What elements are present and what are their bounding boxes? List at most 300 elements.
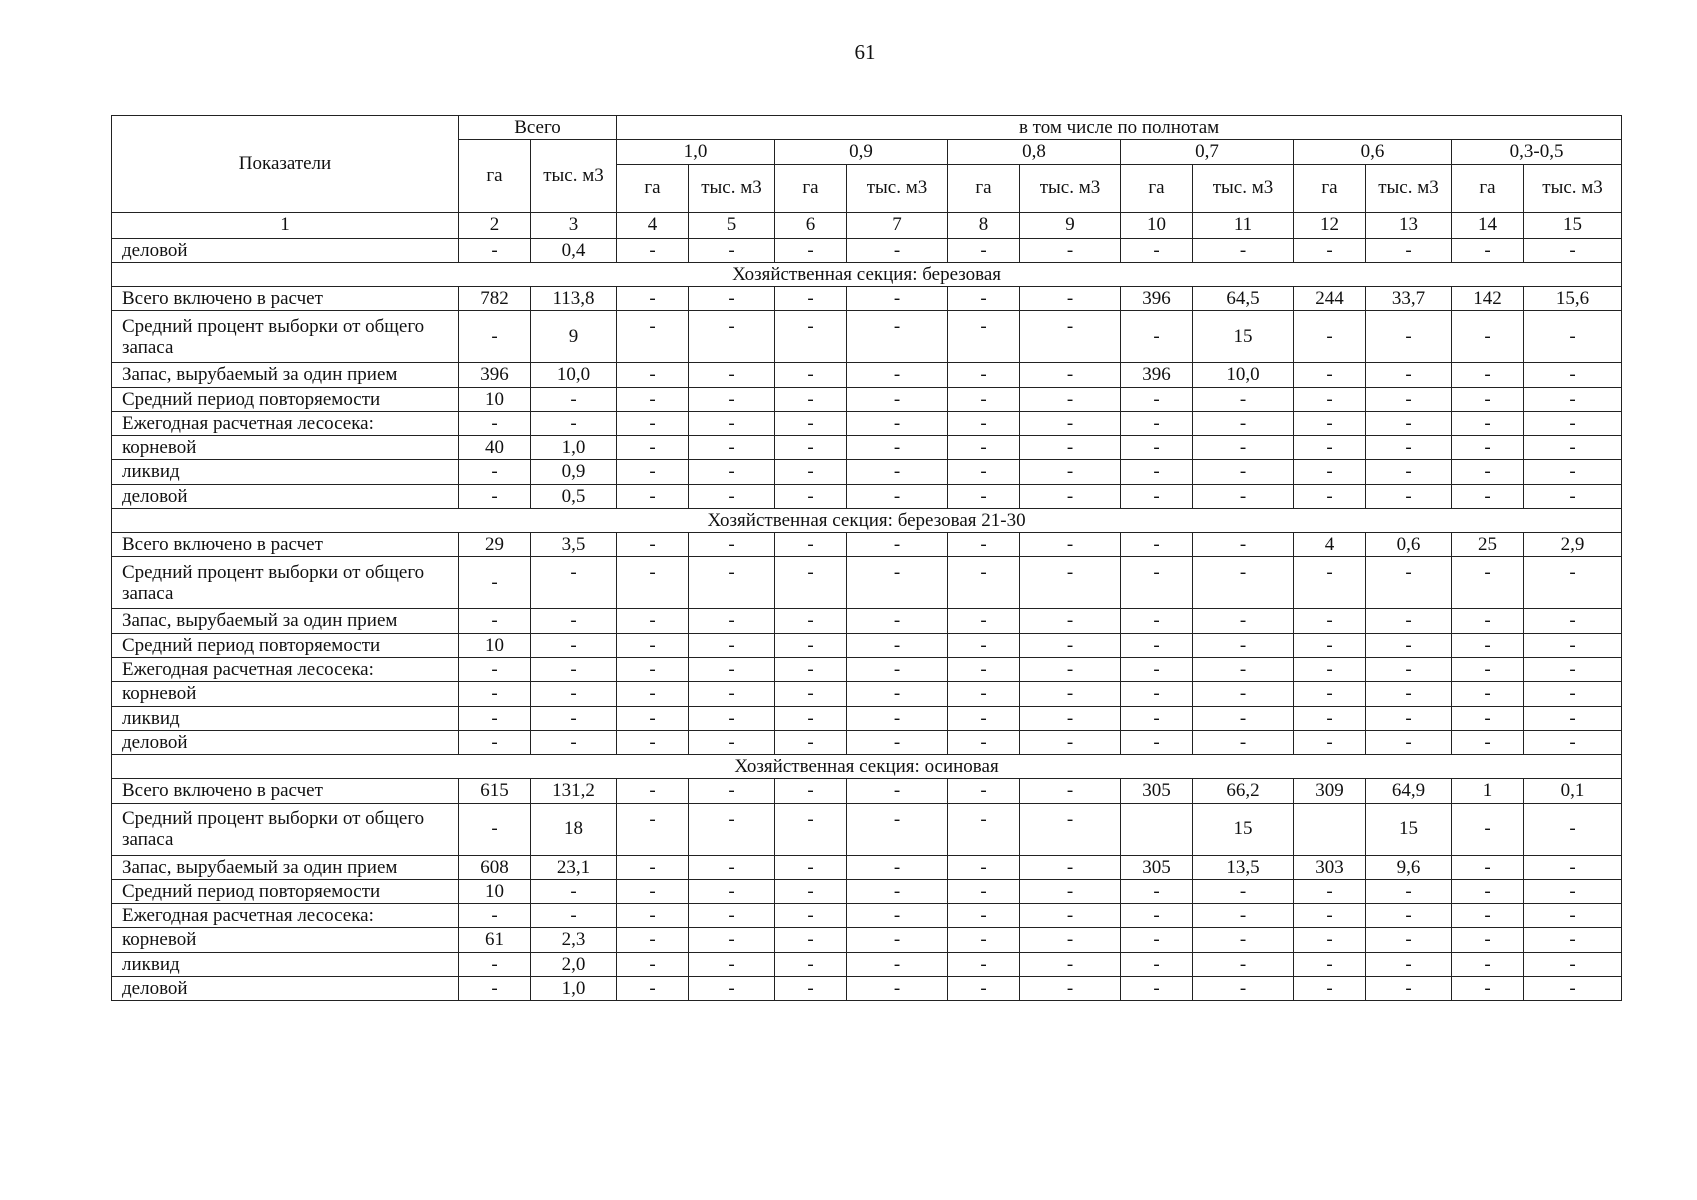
row-label: Средний процент выборки от общего запаса bbox=[112, 803, 459, 855]
table-cell: 1,0 bbox=[531, 976, 617, 1000]
table-cell: - bbox=[775, 411, 847, 435]
table-cell: 2,9 bbox=[1524, 533, 1622, 557]
table-cell: - bbox=[617, 730, 689, 754]
table-cell: - bbox=[1524, 633, 1622, 657]
table-cell: - bbox=[948, 411, 1020, 435]
table-cell: - bbox=[531, 411, 617, 435]
table-cell: - bbox=[775, 460, 847, 484]
table-cell: - bbox=[1524, 879, 1622, 903]
table-cell: - bbox=[531, 657, 617, 681]
table-header bbox=[112, 116, 1622, 239]
table-cell: - bbox=[617, 976, 689, 1000]
table-cell: 0,5 bbox=[531, 484, 617, 508]
header-unit-vol: тыс. м3 bbox=[1366, 164, 1452, 212]
table-cell: - bbox=[689, 682, 775, 706]
column-number: 2 bbox=[459, 212, 531, 238]
table-cell: 305 bbox=[1121, 855, 1193, 879]
table-cell: - bbox=[1193, 682, 1294, 706]
column-number: 3 bbox=[531, 212, 617, 238]
column-number: 4 bbox=[617, 212, 689, 238]
table-cell: - bbox=[617, 682, 689, 706]
table-cell: - bbox=[1121, 460, 1193, 484]
table-cell: - bbox=[1020, 287, 1121, 311]
table-cell: - bbox=[948, 311, 1020, 363]
table-cell: - bbox=[1294, 363, 1366, 387]
table-cell: 305 bbox=[1121, 779, 1193, 803]
table-cell: - bbox=[1121, 557, 1193, 609]
row-label: деловой bbox=[112, 484, 459, 508]
table-cell: - bbox=[617, 904, 689, 928]
table-cell: - bbox=[1366, 904, 1452, 928]
table-cell: - bbox=[847, 904, 948, 928]
table-cell: - bbox=[617, 411, 689, 435]
table-cell: - bbox=[1524, 609, 1622, 633]
table-cell: - bbox=[1193, 557, 1294, 609]
table-cell: 142 bbox=[1452, 287, 1524, 311]
column-number: 10 bbox=[1121, 212, 1193, 238]
table-cell: - bbox=[1524, 411, 1622, 435]
table-cell: - bbox=[617, 952, 689, 976]
table-cell: 10,0 bbox=[1193, 363, 1294, 387]
header-by-density: в том числе по полнотам bbox=[617, 116, 1622, 140]
table-cell: - bbox=[1366, 706, 1452, 730]
column-number: 1 bbox=[112, 212, 459, 238]
table-cell: - bbox=[689, 238, 775, 262]
table-cell: - bbox=[689, 484, 775, 508]
table-cell: - bbox=[1121, 238, 1193, 262]
table-cell: - bbox=[847, 952, 948, 976]
table-cell: - bbox=[1020, 952, 1121, 976]
column-number: 11 bbox=[1193, 212, 1294, 238]
table-cell: - bbox=[1452, 460, 1524, 484]
table-cell: 10 bbox=[459, 633, 531, 657]
table-cell: - bbox=[1020, 633, 1121, 657]
table-cell: - bbox=[689, 311, 775, 363]
table-row bbox=[112, 730, 1622, 754]
section-row bbox=[112, 262, 1622, 286]
table-cell: - bbox=[1020, 484, 1121, 508]
table-cell: 29 bbox=[459, 533, 531, 557]
table-cell: - bbox=[775, 657, 847, 681]
table-row bbox=[112, 460, 1622, 484]
table-cell: - bbox=[847, 928, 948, 952]
table-cell: - bbox=[948, 363, 1020, 387]
table-row bbox=[112, 633, 1622, 657]
table-cell: - bbox=[847, 363, 948, 387]
table-cell: 64,9 bbox=[1366, 779, 1452, 803]
table-cell: - bbox=[948, 879, 1020, 903]
table-row bbox=[112, 952, 1622, 976]
row-label: Всего включено в расчет bbox=[112, 779, 459, 803]
table-cell: 15 bbox=[1366, 803, 1452, 855]
table-cell: - bbox=[847, 976, 948, 1000]
header-density: 0,7 bbox=[1121, 140, 1294, 164]
table-row bbox=[112, 387, 1622, 411]
table-cell: - bbox=[617, 311, 689, 363]
table-cell: - bbox=[1193, 952, 1294, 976]
table-cell: - bbox=[847, 460, 948, 484]
column-number: 7 bbox=[847, 212, 948, 238]
table-cell: - bbox=[459, 557, 531, 609]
table-cell: - bbox=[775, 928, 847, 952]
table-cell: - bbox=[689, 557, 775, 609]
table-cell: - bbox=[1193, 879, 1294, 903]
table-cell: 113,8 bbox=[531, 287, 617, 311]
table-cell: - bbox=[775, 976, 847, 1000]
table-cell: - bbox=[1294, 484, 1366, 508]
table-cell: 2,0 bbox=[531, 952, 617, 976]
table-cell: - bbox=[1524, 557, 1622, 609]
table-cell: - bbox=[1452, 952, 1524, 976]
header-total-ha: га bbox=[459, 140, 531, 212]
table-cell: - bbox=[459, 609, 531, 633]
row-label: деловой bbox=[112, 976, 459, 1000]
table-cell: - bbox=[1524, 484, 1622, 508]
table-cell: - bbox=[1193, 730, 1294, 754]
column-number: 12 bbox=[1294, 212, 1366, 238]
table-cell: - bbox=[948, 436, 1020, 460]
table-cell: - bbox=[459, 311, 531, 363]
table-cell: 309 bbox=[1294, 779, 1366, 803]
column-number: 9 bbox=[1020, 212, 1121, 238]
table-cell: - bbox=[1294, 682, 1366, 706]
column-number: 5 bbox=[689, 212, 775, 238]
table-cell: 0,1 bbox=[1524, 779, 1622, 803]
table-cell: - bbox=[689, 436, 775, 460]
table-row bbox=[112, 533, 1622, 557]
table-cell: - bbox=[1020, 855, 1121, 879]
table-cell: 15,6 bbox=[1524, 287, 1622, 311]
table-cell: - bbox=[617, 557, 689, 609]
table-cell: 15 bbox=[1193, 803, 1294, 855]
row-label: Средний период повторяемости bbox=[112, 633, 459, 657]
table-cell: - bbox=[847, 411, 948, 435]
table-row bbox=[112, 557, 1622, 609]
table-cell: 1,0 bbox=[531, 436, 617, 460]
table-cell: - bbox=[1020, 928, 1121, 952]
table-cell: - bbox=[1452, 557, 1524, 609]
table-cell: - bbox=[1452, 904, 1524, 928]
table-cell: - bbox=[459, 682, 531, 706]
table-cell: - bbox=[1452, 609, 1524, 633]
table-cell: - bbox=[689, 879, 775, 903]
table-cell: - bbox=[1020, 976, 1121, 1000]
table-row bbox=[112, 311, 1622, 363]
table-cell: - bbox=[1193, 411, 1294, 435]
row-label: ликвид bbox=[112, 460, 459, 484]
table-cell: 61 bbox=[459, 928, 531, 952]
table-cell: - bbox=[1121, 682, 1193, 706]
section-row bbox=[112, 755, 1622, 779]
row-label: корневой bbox=[112, 682, 459, 706]
table-cell: - bbox=[775, 533, 847, 557]
table-cell bbox=[1121, 803, 1193, 855]
table-cell: - bbox=[1366, 411, 1452, 435]
table-cell: - bbox=[1193, 904, 1294, 928]
table-cell: - bbox=[617, 484, 689, 508]
table-cell: - bbox=[1020, 706, 1121, 730]
table-cell: 64,5 bbox=[1193, 287, 1294, 311]
table-cell: - bbox=[1452, 855, 1524, 879]
table-cell: - bbox=[847, 682, 948, 706]
table-cell: - bbox=[459, 730, 531, 754]
table-cell: 15 bbox=[1193, 311, 1294, 363]
table-cell: - bbox=[689, 633, 775, 657]
table-cell: - bbox=[1366, 387, 1452, 411]
table-cell: - bbox=[1294, 730, 1366, 754]
table-row bbox=[112, 682, 1622, 706]
header-indicators: Показатели bbox=[112, 116, 459, 213]
header-density: 0,8 bbox=[948, 140, 1121, 164]
table-cell: - bbox=[1193, 706, 1294, 730]
table-cell: - bbox=[1121, 533, 1193, 557]
table-cell: - bbox=[1452, 730, 1524, 754]
table-cell: - bbox=[775, 952, 847, 976]
table-cell: 13,5 bbox=[1193, 855, 1294, 879]
table-cell: 10,0 bbox=[531, 363, 617, 387]
table-cell: - bbox=[1193, 533, 1294, 557]
section-title: Хозяйственная секция: осиновая bbox=[112, 755, 1622, 779]
table-cell: - bbox=[1020, 460, 1121, 484]
table-cell: - bbox=[1294, 952, 1366, 976]
table-cell: - bbox=[1294, 879, 1366, 903]
table-cell: - bbox=[531, 879, 617, 903]
table-cell: - bbox=[1366, 730, 1452, 754]
table-cell: - bbox=[1193, 387, 1294, 411]
table-cell: - bbox=[1020, 657, 1121, 681]
table-cell: - bbox=[948, 238, 1020, 262]
header-unit-vol: тыс. м3 bbox=[689, 164, 775, 212]
table-cell: - bbox=[1294, 387, 1366, 411]
table-row bbox=[112, 879, 1622, 903]
table-cell: - bbox=[1193, 609, 1294, 633]
table-cell: - bbox=[1193, 976, 1294, 1000]
table-cell: - bbox=[459, 657, 531, 681]
row-label: корневой bbox=[112, 436, 459, 460]
table-cell: - bbox=[1366, 460, 1452, 484]
table-cell: - bbox=[1524, 904, 1622, 928]
table-cell: - bbox=[775, 904, 847, 928]
table-cell: - bbox=[948, 657, 1020, 681]
table-cell: - bbox=[775, 609, 847, 633]
table-cell: - bbox=[1524, 238, 1622, 262]
table-cell: - bbox=[775, 484, 847, 508]
table-cell: - bbox=[1452, 411, 1524, 435]
table-cell: - bbox=[1524, 730, 1622, 754]
header-density: 0,6 bbox=[1294, 140, 1452, 164]
table-cell: - bbox=[847, 657, 948, 681]
table-cell: - bbox=[775, 311, 847, 363]
table-cell: - bbox=[531, 682, 617, 706]
header-density: 0,3-0,5 bbox=[1452, 140, 1622, 164]
table-cell: - bbox=[1121, 484, 1193, 508]
table-cell: - bbox=[1524, 976, 1622, 1000]
table-cell: - bbox=[847, 436, 948, 460]
table-cell: - bbox=[689, 904, 775, 928]
column-number: 15 bbox=[1524, 212, 1622, 238]
table-cell: 10 bbox=[459, 879, 531, 903]
table-cell: - bbox=[948, 387, 1020, 411]
table-cell: - bbox=[459, 411, 531, 435]
table-cell: - bbox=[689, 928, 775, 952]
table-cell: - bbox=[1452, 879, 1524, 903]
table-cell: - bbox=[1524, 311, 1622, 363]
table-cell: - bbox=[775, 730, 847, 754]
table-cell: - bbox=[1294, 904, 1366, 928]
table-cell: 4 bbox=[1294, 533, 1366, 557]
table-cell: - bbox=[689, 803, 775, 855]
table-cell: 25 bbox=[1452, 533, 1524, 557]
row-label: Ежегодная расчетная лесосека: bbox=[112, 904, 459, 928]
table-cell: - bbox=[459, 484, 531, 508]
table-cell: - bbox=[948, 633, 1020, 657]
table-cell: - bbox=[948, 609, 1020, 633]
table-cell: - bbox=[775, 436, 847, 460]
table-cell: 131,2 bbox=[531, 779, 617, 803]
table-cell: - bbox=[1366, 657, 1452, 681]
table-cell: - bbox=[459, 952, 531, 976]
table-cell: 18 bbox=[531, 803, 617, 855]
table-cell: - bbox=[689, 779, 775, 803]
table-cell: - bbox=[1020, 363, 1121, 387]
forest-calculation-table bbox=[111, 115, 1622, 1001]
header-total-vol: тыс. м3 bbox=[531, 140, 617, 212]
table-cell: - bbox=[1121, 411, 1193, 435]
table-body bbox=[112, 238, 1622, 1001]
table-cell: - bbox=[531, 609, 617, 633]
row-label: Ежегодная расчетная лесосека: bbox=[112, 411, 459, 435]
table-cell: - bbox=[1452, 633, 1524, 657]
table-row bbox=[112, 803, 1622, 855]
table-cell: 615 bbox=[459, 779, 531, 803]
table-cell: - bbox=[847, 287, 948, 311]
table-cell: - bbox=[1366, 557, 1452, 609]
table-cell: 782 bbox=[459, 287, 531, 311]
table-cell: - bbox=[689, 287, 775, 311]
table-cell: - bbox=[948, 682, 1020, 706]
table-cell: 396 bbox=[459, 363, 531, 387]
table-row bbox=[112, 657, 1622, 681]
table-cell: - bbox=[617, 855, 689, 879]
header-unit-vol: тыс. м3 bbox=[1193, 164, 1294, 212]
table-cell: - bbox=[1366, 633, 1452, 657]
table-row bbox=[112, 976, 1622, 1000]
table-cell: - bbox=[1524, 952, 1622, 976]
table-cell: - bbox=[617, 779, 689, 803]
row-label: корневой bbox=[112, 928, 459, 952]
header-unit-ha: га bbox=[1452, 164, 1524, 212]
column-number: 13 bbox=[1366, 212, 1452, 238]
row-label: Всего включено в расчет bbox=[112, 533, 459, 557]
table-cell: - bbox=[1020, 311, 1121, 363]
header-unit-ha: га bbox=[775, 164, 847, 212]
table-cell: 303 bbox=[1294, 855, 1366, 879]
table-cell: - bbox=[1020, 730, 1121, 754]
table-cell: - bbox=[459, 976, 531, 1000]
table-cell: - bbox=[775, 779, 847, 803]
table-cell: - bbox=[948, 533, 1020, 557]
header-unit-ha: га bbox=[948, 164, 1020, 212]
table-cell: - bbox=[1294, 311, 1366, 363]
table-cell: - bbox=[948, 803, 1020, 855]
table-cell: - bbox=[1020, 879, 1121, 903]
table-cell: - bbox=[617, 706, 689, 730]
table-cell: - bbox=[1294, 633, 1366, 657]
table-cell: - bbox=[689, 952, 775, 976]
section-row bbox=[112, 508, 1622, 532]
column-number-row bbox=[112, 212, 1622, 238]
table-row bbox=[112, 904, 1622, 928]
table-cell: - bbox=[775, 803, 847, 855]
table-cell: - bbox=[1294, 928, 1366, 952]
table-cell: - bbox=[847, 311, 948, 363]
table-cell: - bbox=[775, 706, 847, 730]
row-label: Запас, вырубаемый за один прием bbox=[112, 363, 459, 387]
table-cell: 3,5 bbox=[531, 533, 617, 557]
column-number: 8 bbox=[948, 212, 1020, 238]
table-cell: - bbox=[847, 609, 948, 633]
table-cell: - bbox=[1294, 460, 1366, 484]
table-cell: - bbox=[1366, 363, 1452, 387]
table-cell: - bbox=[847, 484, 948, 508]
table-cell: - bbox=[1524, 363, 1622, 387]
table-row bbox=[112, 436, 1622, 460]
table-cell: - bbox=[1020, 533, 1121, 557]
section-title: Хозяйственная секция: березовая 21-30 bbox=[112, 508, 1622, 532]
table-cell: - bbox=[948, 779, 1020, 803]
table-cell: - bbox=[847, 779, 948, 803]
table-row bbox=[112, 411, 1622, 435]
table-cell: - bbox=[1193, 657, 1294, 681]
header-density: 0,9 bbox=[775, 140, 948, 164]
table-cell: - bbox=[1452, 311, 1524, 363]
table-cell: - bbox=[948, 976, 1020, 1000]
header-unit-ha: га bbox=[1294, 164, 1366, 212]
table-cell: - bbox=[1020, 238, 1121, 262]
header-unit-vol: тыс. м3 bbox=[1020, 164, 1121, 212]
table-cell: - bbox=[531, 557, 617, 609]
table-cell: - bbox=[1524, 803, 1622, 855]
table-cell: - bbox=[1524, 706, 1622, 730]
table-cell: - bbox=[847, 855, 948, 879]
table-cell: - bbox=[1121, 879, 1193, 903]
table-cell: - bbox=[1452, 657, 1524, 681]
table-cell: - bbox=[948, 557, 1020, 609]
table-cell: - bbox=[459, 460, 531, 484]
row-label: ликвид bbox=[112, 952, 459, 976]
table-cell: - bbox=[617, 879, 689, 903]
table-cell: - bbox=[531, 730, 617, 754]
table-row bbox=[112, 363, 1622, 387]
table-cell: - bbox=[1121, 436, 1193, 460]
header-total: Всего bbox=[459, 116, 617, 140]
table-cell: - bbox=[1452, 928, 1524, 952]
table-row bbox=[112, 484, 1622, 508]
table-row bbox=[112, 928, 1622, 952]
table-cell: - bbox=[459, 706, 531, 730]
table-cell: - bbox=[948, 484, 1020, 508]
table-row bbox=[112, 287, 1622, 311]
table-cell: - bbox=[948, 730, 1020, 754]
table-cell: - bbox=[1524, 460, 1622, 484]
table-cell: 396 bbox=[1121, 287, 1193, 311]
header-unit-ha: га bbox=[617, 164, 689, 212]
table-cell: - bbox=[1366, 609, 1452, 633]
table-cell: - bbox=[531, 387, 617, 411]
table-cell: 9,6 bbox=[1366, 855, 1452, 879]
table-cell: - bbox=[775, 287, 847, 311]
table-cell: - bbox=[1366, 928, 1452, 952]
